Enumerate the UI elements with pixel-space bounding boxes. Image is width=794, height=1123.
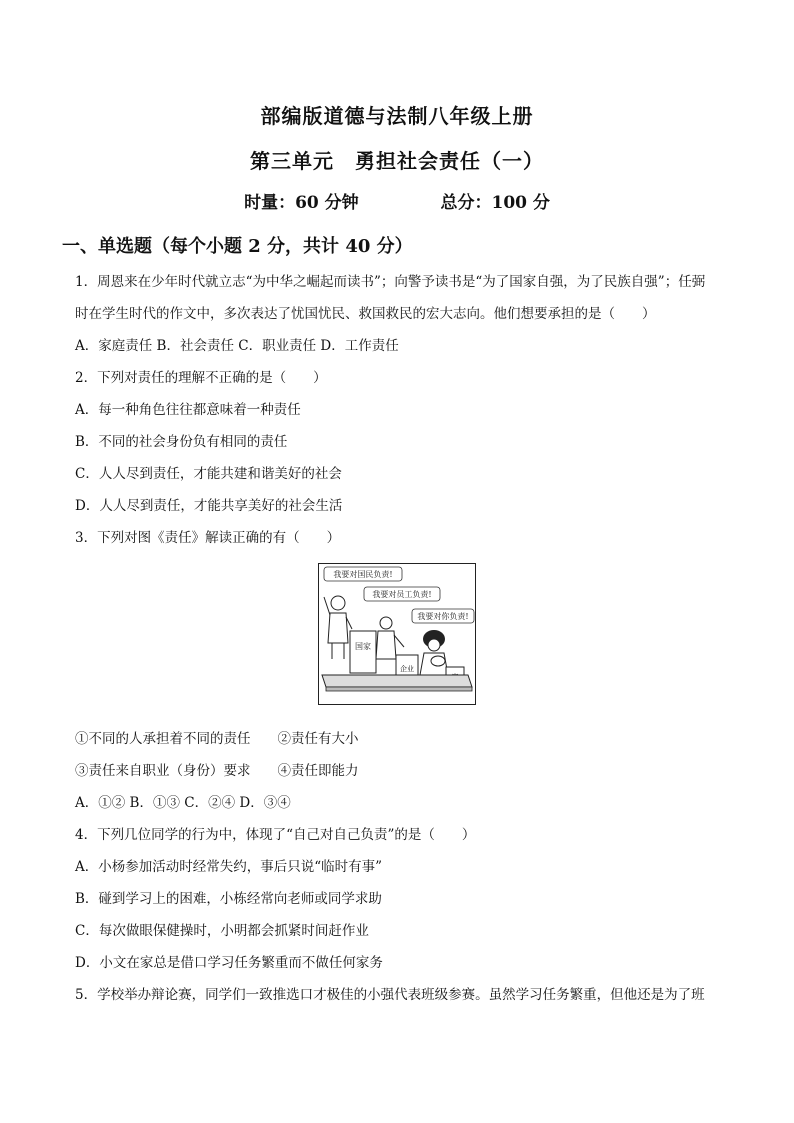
q3-item-line1: ①不同的人承担着不同的责任 ②责任有大小	[75, 731, 359, 747]
responsibility-cartoon	[318, 563, 476, 705]
q2-option-d: D．人人尽到责任，才能共享美好的社会生活	[75, 498, 343, 514]
q3-stem: 3．下列对图《责任》解读正确的有（ ）	[75, 530, 341, 546]
q4-option-a: A．小杨参加活动时经常失约，事后只说“临时有事”	[75, 859, 383, 875]
time-limit: 时量：60 分钟	[244, 193, 359, 213]
q2-option-c: C．人人尽到责任，才能共建和谐美好的社会	[75, 466, 342, 482]
q3-options: A．①② B．①③ C．②④ D．③④	[75, 795, 291, 811]
podium-nation	[350, 631, 376, 673]
q2-option-a: A．每一种角色往往都意味着一种责任	[75, 402, 301, 418]
q4-option-c: C．每次做眼保健操时，小明都会抓紧时间赶作业	[75, 923, 369, 939]
page-title: 部编版道德与法制八年级上册	[260, 104, 534, 128]
q1-options: A．家庭责任 B．社会责任 C．职业责任 D．工作责任	[75, 338, 399, 354]
q2-option-b: B．不同的社会身份负有相同的责任	[75, 434, 288, 450]
q1-stem-line2: 时在学生时代的作文中，多次表达了忧国忧民、救国救民的宏大志向。他们想要承担的是（ ）	[75, 306, 656, 322]
bubble-family: 我要对你负责!	[417, 612, 469, 621]
mother-figure	[420, 630, 448, 675]
podium-nation-label: 国家	[355, 642, 371, 651]
q4-option-d: D．小文在家总是借口学习任务繁重而不做任何家务	[75, 955, 383, 971]
bubble-enterprise: 我要对员工负责!	[372, 590, 432, 599]
stage-platform	[322, 675, 472, 687]
q2-stem: 2．下列对责任的理解不正确的是（ ）	[75, 370, 327, 386]
q4-option-b: B．碰到学习上的困难，小栋经常向老师或同学求助	[75, 891, 382, 907]
section-heading: 一、单选题（每个小题 2 分，共计 40 分）	[62, 236, 413, 257]
q3-item-line2: ③责任来自职业（身份）要求 ④责任即能力	[75, 763, 359, 779]
q1-stem-line1: 1．周恩来在少年时代就立志“为中华之崛起而读书”；向警予读书是“为了国家自强，为了民族自强”；任弼	[75, 274, 706, 290]
q4-stem: 4．下列几位同学的行为中，体现了“自己对自己负责”的是（ ）	[75, 827, 476, 843]
unit-subtitle: 第三单元 勇担社会责任（一）	[250, 149, 544, 173]
total-score: 总分：100 分	[440, 193, 550, 213]
podium-enterprise-label: 企业	[400, 665, 414, 673]
bubble-nation: 我要对国民负责!	[333, 570, 393, 579]
q5-stem: 5．学校举办辩论赛，同学们一致推选口才极佳的小强代表班级参赛。虽然学习任务繁重，但他还是为了班	[75, 987, 705, 1003]
exam-meta	[0, 188, 794, 213]
